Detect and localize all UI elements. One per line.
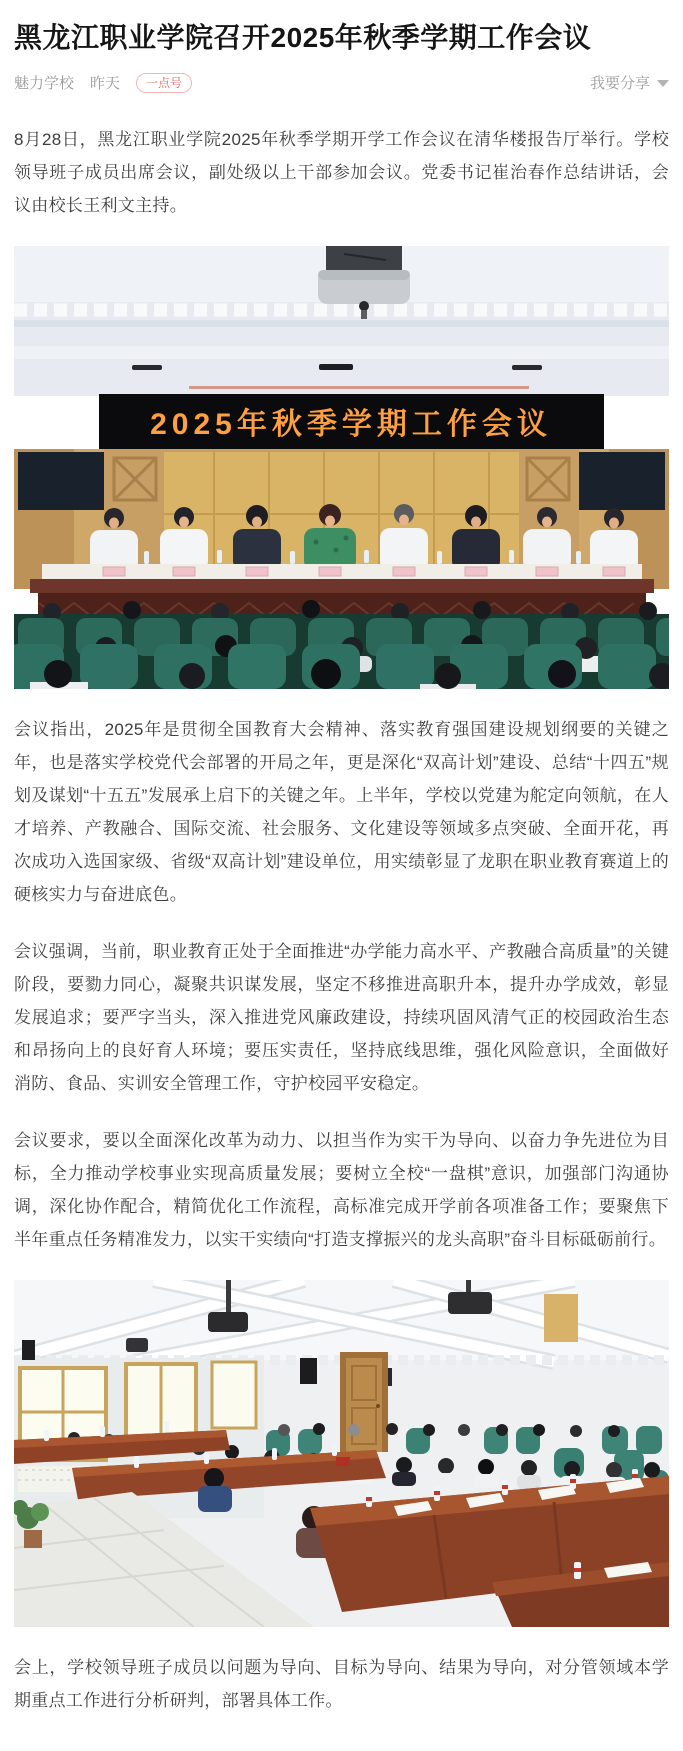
stage-light-glow (189, 386, 529, 389)
photo-conference-head-table (14, 246, 669, 689)
photo-1 (14, 246, 669, 689)
paragraph-2: 会议指出，2025年是贯彻全国教育大会精神、落实教育强国建设规划纲要的关键之年，也是落实学校党代会部署的开局之年，更是深化“双高计划”建设、总结“十四五”规划及谋划“十五五”发展承上启下的关键之年。上半年，学校以党建为舵定向领航，在人才培养、产教融合、国际交流、社会服务、文化建设等领域多点突破、全面开花，再次成功入选国家级、省级“双高计划”建设单位，用实绩彰显了龙职在职业教育赛道上的硬核实力与奋进底色。 (14, 720, 669, 905)
chevron-down-icon (657, 80, 669, 87)
account-badge[interactable]: 一点号 (136, 73, 192, 93)
article-body (14, 123, 669, 1717)
photo-conference-audience (14, 1280, 669, 1627)
led-banner (99, 394, 604, 449)
share-label: 我要分享 (589, 75, 650, 93)
page-title: 黑龙江职业学院召开2025年秋季学期工作会议 (14, 22, 592, 53)
photo-2 (14, 1280, 669, 1627)
paragraph-1: 8月28日，黑龙江职业学院2025年秋季学期开学工作会议在清华楼报告厅举行。学校领导班子成员出席会议，副处级以上干部参加会议。党委书记崔治春作总结讲话，会议由校长王利文主持。 (14, 130, 669, 216)
paragraph-4: 会议要求，要以全面深化改革为动力、以担当作为实干为导向、以奋力争先进位为目标，全力推动学校事业实现高质量发展；要树立全校“一盘棋”意识，加强部门沟通协调，深化协作配合，精简优化工作流程，高标准完成开学前各项准备工作；要聚焦下半年重点任务精准发力，以实干实绩向“打造支撑振兴的龙头高职”奋斗目标砥砺前行。 (14, 1131, 669, 1250)
share-button[interactable] (590, 72, 669, 93)
paragraph-5: 会上，学校领导班子成员以问题为导向、目标为导向、结果为导向，对分管领域本学期重点工作进行分析研判，部署具体工作。 (14, 1658, 669, 1711)
source-name[interactable]: 魅力学校 (14, 75, 75, 93)
wall-cabinet (544, 1294, 578, 1342)
door (340, 1352, 388, 1452)
left-screen (18, 452, 104, 510)
publish-time: 昨天 (90, 75, 121, 93)
right-screen (579, 452, 665, 510)
paragraph-3: 会议强调，当前，职业教育正处于全面推进“办学能力高水平、产教融合高质量”的关键阶段，要勠力同心，凝聚共识谋发展，坚定不移推进高职升本，提升办学成效，彰显发展追求；要严字当头，深入推进党风廉政建设，持续巩固风清气正的校园政治生态和昂扬向上的良好育人环境；要压实责任，坚持底线思维，强化风险意识，全面做好消防、食品、实训安全管理工作，守护校园平安稳定。 (14, 942, 669, 1094)
photo1-banner-text: 2025年秋季学期工作会议 (150, 408, 552, 442)
byline (14, 72, 669, 93)
